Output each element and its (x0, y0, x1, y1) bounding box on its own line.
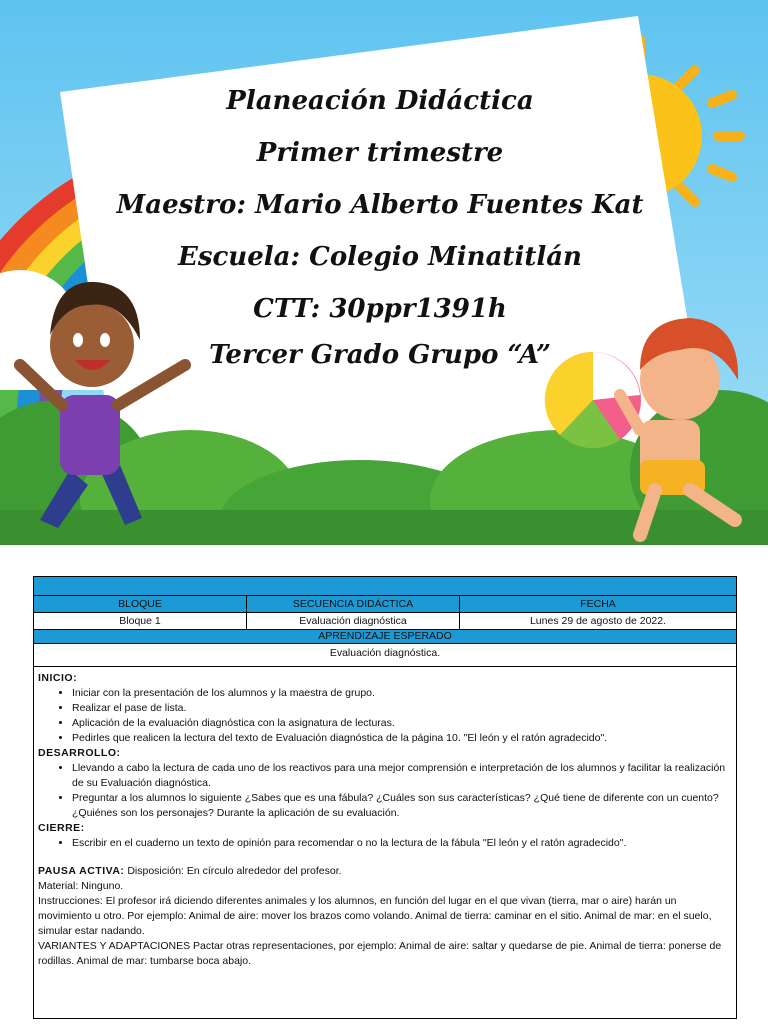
pausa-variantes: VARIANTES Y ADAPTACIONES Pactar otras representaciones, por ejemplo: Animal de aire: saltar y quedarse de pie. Animal de tierra: ponerse de rodillas. Animal de mar: tumbarse boca abajo. (38, 940, 722, 967)
cover-grade: Tercer Grado Grupo “A” (209, 340, 551, 370)
list-item: • Preguntar a los alumnos lo siguiente ¿Sabes que es una fábula? ¿Cuáles son sus características? ¿Qué tiene de diferente con un cuento? ¿Quiénes son los personajes? Durante la aplicación de su evaluación. (72, 791, 732, 821)
planning-table (33, 576, 737, 1019)
plan-body (34, 667, 736, 1018)
cover-school: Escuela: Colegio Minatitlán (178, 242, 582, 272)
table-top-bar (34, 577, 736, 596)
pausa-label: PAUSA ACTIVA: (38, 865, 125, 877)
desarrollo-list (38, 761, 732, 821)
list-item: • Iniciar con la presentación de los alumnos y la maestra de grupo. (72, 686, 732, 701)
cierre-label: CIERRE: (38, 822, 85, 834)
list-item: • Pedirles que realicen la lectura del texto de Evaluación diagnóstica de la página 10. "El león y el ratón agradecido". (72, 731, 732, 746)
pausa-instrucciones: Instrucciones: El profesor irá diciendo diferentes animales y los alumnos, en función del lugar en el que vivan (tierra, mar o aire) harán un movimiento u otro. Por ejemplo: Animal de aire: mover los brazos como volando. Animal de tierra: caminar en el sitio. Animal de mar: en el suelo, simular estar nadando. (38, 895, 712, 937)
list-item: • Escribir en el cuaderno un texto de opinión para recomendar o no la lectura de la fábula "El león y el ratón agradecido". (72, 836, 732, 851)
value-secuencia: Evaluación diagnóstica (247, 613, 460, 629)
table-header-row (34, 596, 736, 613)
value-bloque: Bloque 1 (34, 613, 247, 629)
header-bloque: BLOQUE (34, 596, 247, 612)
pausa-line (38, 864, 732, 879)
desarrollo-label: DESARROLLO: (38, 747, 121, 759)
cover-teacher: Maestro: Mario Alberto Fuentes Kat (116, 190, 644, 220)
pausa-material: Material: Ninguno. (38, 880, 124, 892)
value-fecha: Lunes 29 de agosto de 2022. (529, 615, 667, 627)
pausa-disposicion: Disposición: En círculo alrededor del profesor. (124, 865, 342, 877)
cover-title: Planeación Didáctica (226, 86, 534, 116)
inicio-list (38, 686, 732, 746)
cover-ctt: CTT: 30ppr1391h (253, 294, 507, 324)
header-fecha: FECHA (580, 598, 616, 610)
table-value-row (34, 613, 736, 630)
cierre-list (38, 836, 732, 851)
aprendizaje-value: Evaluación diagnóstica. (34, 644, 736, 667)
list-item: • Aplicación de la evaluación diagnóstica con la asignatura de lecturas. (72, 716, 732, 731)
list-item: • Realizar el pase de lista. (72, 701, 732, 716)
aprendizaje-header: APRENDIZAJE ESPERADO (34, 630, 736, 644)
inicio-label: INICIO: (38, 672, 78, 684)
cover-trimester: Primer trimestre (256, 138, 504, 168)
list-item: • Llevando a cabo la lectura de cada uno de los reactivos para una mejor comprensión e interpretación de los alumnos y facilitar la realización de su Evaluación diagnóstica. (72, 761, 732, 791)
header-secuencia: SECUENCIA DIDÁCTICA (247, 596, 460, 612)
